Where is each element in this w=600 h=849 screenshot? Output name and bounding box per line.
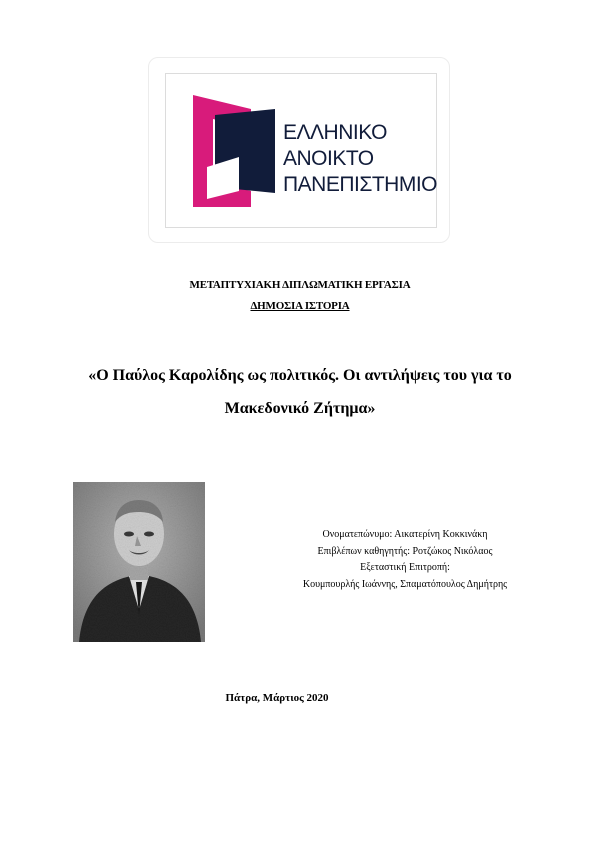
place-date: Πάτρα, Μάρτιος 2020 bbox=[225, 692, 329, 704]
thesis-title-line: Μακεδονικό Ζήτημα» bbox=[224, 400, 376, 417]
author-name: Ονοματεπώνυμο: Αικατερίνη Κοκκινάκη bbox=[322, 529, 488, 540]
logo-line: ΕΛΛΗΝΙΚΟ bbox=[283, 121, 387, 144]
supervisor: Επιβλέπων καθηγητής: Ροτζώκος Νικόλαος bbox=[317, 545, 493, 557]
university-logo-text bbox=[283, 120, 437, 198]
author-info bbox=[280, 527, 530, 593]
thesis-title bbox=[60, 359, 540, 425]
logo-line: ΠΑΝΕΠΙΣΤΗΜΙΟ bbox=[283, 173, 437, 196]
logo-line: ΑΝΟΙΚΤΟ bbox=[283, 147, 374, 170]
university-logo-mark bbox=[193, 95, 277, 207]
thesis-field-heading: ΔΗΜΟΣΙΑ ΙΣΤΟΡΙΑ bbox=[250, 300, 350, 312]
committee-label: Εξεταστική Επιτροπή: bbox=[360, 562, 450, 573]
portrait-photo bbox=[73, 482, 205, 642]
thesis-title-line: «Ο Παύλος Καρολίδης ως πολιτικός. Οι αντιλήψεις του για το bbox=[88, 367, 512, 384]
thesis-type-heading: ΜΕΤΑΠΤΥΧΙΑΚΗ ΔΙΠΛΩΜΑΤΙΚΗ ΕΡΓΑΣΙΑ bbox=[189, 279, 411, 291]
committee-members: Κουμπουρλής Ιωάννης, Σπαματόπουλος Δημήτρης bbox=[302, 578, 508, 590]
